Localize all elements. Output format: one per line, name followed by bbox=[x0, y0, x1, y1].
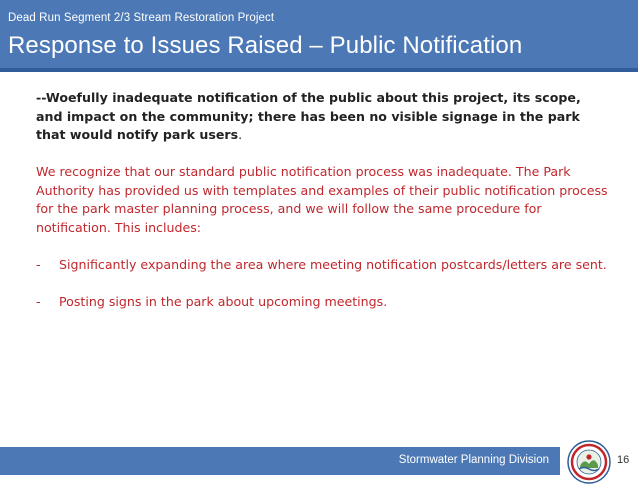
bullet-item bbox=[36, 293, 611, 312]
bullet-text: Posting signs in the park about upcoming meetings. bbox=[59, 293, 388, 309]
header-rule bbox=[0, 68, 638, 72]
issue-text: --Woefully inadequate notification of the public about this project, its scope, and impact on the community; there has been no visible signage in the park that would notify park users bbox=[36, 90, 581, 142]
header-bar bbox=[0, 0, 638, 72]
footer-bar bbox=[0, 447, 560, 475]
issue-end: . bbox=[238, 127, 243, 142]
bullet-dash: - bbox=[36, 256, 41, 272]
slide-title: Response to Issues Raised – Public Notification bbox=[8, 32, 523, 59]
footer bbox=[0, 440, 638, 479]
bullet-dash: - bbox=[36, 293, 41, 309]
county-seal-icon bbox=[567, 440, 611, 484]
page-number: 16 bbox=[617, 454, 630, 466]
division-label: Stormwater Planning Division bbox=[398, 454, 549, 466]
project-subtitle: Dead Run Segment 2/3 Stream Restoration Project bbox=[8, 12, 275, 24]
slide-body bbox=[36, 89, 611, 311]
response-text: We recognize that our standard public notification process was inadequate. The Park Authority has provided us with templates and examples of their public notification process for the park master planning process, and we will follow the same procedure for notification. This includes: bbox=[36, 164, 608, 235]
bullet-item bbox=[36, 256, 611, 275]
bullet-text: Significantly expanding the area where meeting notification postcards/letters are sent. bbox=[59, 256, 607, 272]
issue-statement bbox=[36, 89, 611, 145]
